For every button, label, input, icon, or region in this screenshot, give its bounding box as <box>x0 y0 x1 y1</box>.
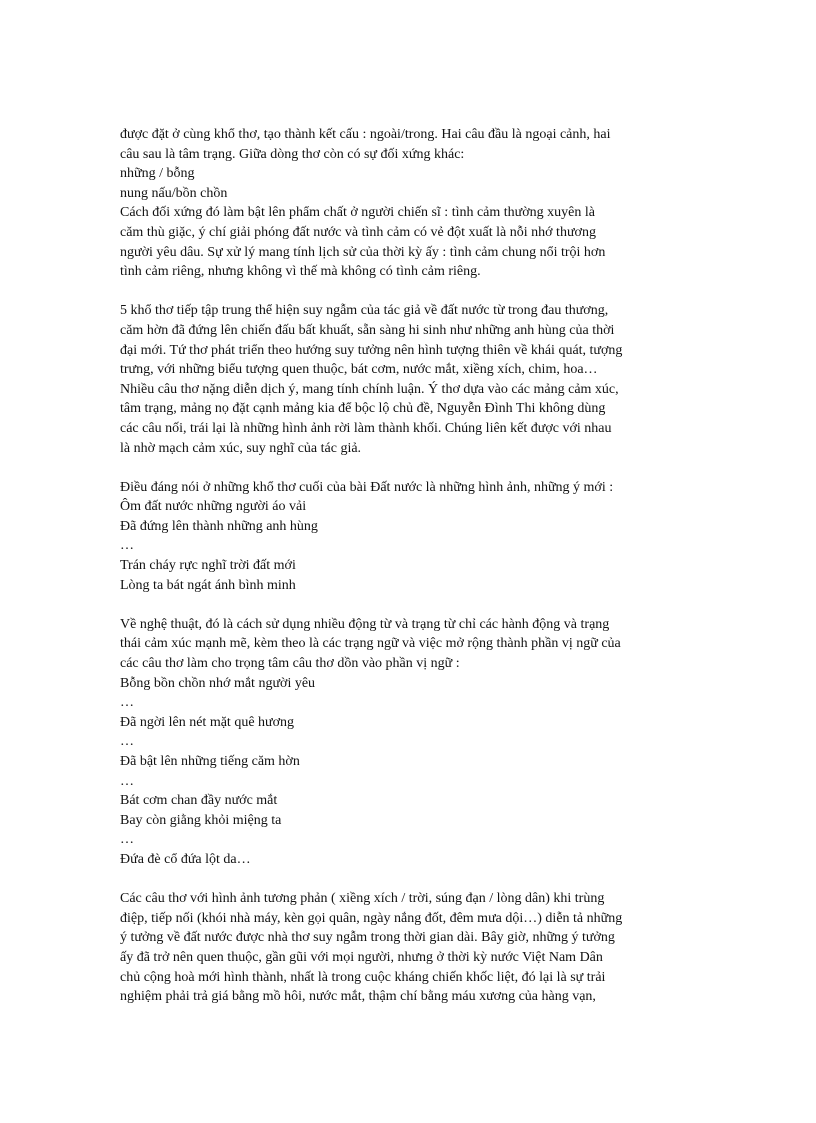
text-line: … <box>120 538 134 554</box>
paragraph <box>120 125 700 282</box>
text-line: ấy đã trở nên quen thuộc, gần gũi với mọi người, nhưng ở thời kỳ nước Việt Nam Dân <box>120 949 603 965</box>
text-line: … <box>120 832 134 848</box>
text-line: nung nấu/bồn chồn <box>120 185 228 201</box>
paragraph-gap <box>120 458 700 478</box>
text-line: những / bỗng <box>120 166 195 182</box>
text-line: Bay còn giằng khỏi miệng ta <box>120 812 282 828</box>
text-line: 5 khổ thơ tiếp tập trung thể hiện suy ngẫm của tác giả về đất nước từ trong đau thương, <box>120 303 609 319</box>
text-line: điệp, tiếp nối (khói nhà máy, kèn gọi quân, ngày nắng đốt, đêm mưa dội…) diễn tả những <box>120 910 623 926</box>
text-line: nghiệm phải trả giá bằng mồ hôi, nước mắt, thậm chí bằng máu xương của hàng vạn, <box>120 989 596 1005</box>
paragraph <box>120 889 700 1007</box>
text-line: ý tưởng về đất nước được nhà thơ suy ngẫm trong thời gian dài. Bây giờ, những ý tưởng <box>120 930 615 946</box>
text-line: … <box>120 773 134 789</box>
paragraph <box>120 301 700 458</box>
text-line: căm thù giặc, ý chí giải phóng đất nước và tình cảm có vẻ đột xuất là nỗi nhớ thương <box>120 224 596 240</box>
paragraph <box>120 478 700 596</box>
text-line: chủ cộng hoà mới hình thành, nhất là trong cuộc kháng chiến khốc liệt, đó lại là sự trải <box>120 969 606 985</box>
text-line: Ôm đất nước những người áo vải <box>120 499 307 515</box>
text-line: tình cảm riêng, nhưng không vì thế mà không có tình cảm riêng. <box>120 264 481 280</box>
text-line: tâm trạng, mảng nọ đặt cạnh mảng kia để bộc lộ chủ đề, Nguyễn Đình Thi không dùng <box>120 401 606 417</box>
text-line: căm hờn đã đứng lên chiến đấu bất khuất, sẵn sàng hi sinh như những anh hùng của thời <box>120 322 615 338</box>
text-line: đại mới. Tứ thơ phát triển theo hướng suy tưởng nên hình tượng thiên về khái quát, tượng <box>120 342 623 358</box>
text-line: được đặt ở cùng khổ thơ, tạo thành kết cấu : ngoài/trong. Hai câu đầu là ngoại cảnh, hai <box>120 127 611 142</box>
text-line: Đứa đè cổ đứa lột da… <box>120 851 251 867</box>
paragraph-gap <box>120 282 700 302</box>
paragraph-gap <box>120 595 700 615</box>
text-line: các câu nối, trái lại là những hình ảnh rời làm thành khối. Chúng liên kết được với nhau <box>120 420 612 436</box>
text-line: Cách đối xứng đó làm bật lên phẩm chất ở người chiến sĩ : tình cảm thường xuyên là <box>120 205 595 221</box>
paragraph-gap <box>120 870 700 890</box>
text-line: Lòng ta bát ngát ánh bình minh <box>120 577 296 593</box>
paragraph <box>120 615 700 870</box>
text-line: Bát cơm chan đầy nước mắt <box>120 793 278 809</box>
text-line: thái cảm xúc mạnh mẽ, kèm theo là các trạng ngữ và việc mở rộng thành phần vị ngữ của <box>120 636 621 652</box>
text-line: Về nghệ thuật, đó là cách sử dụng nhiều động từ và trạng từ chỉ các hành động và trạng <box>120 616 610 632</box>
text-line: … <box>120 695 134 711</box>
text-line: Điều đáng nói ở những khổ thơ cuối của bài Đất nước là những hình ảnh, những ý mới : <box>120 479 614 495</box>
text-line: người yêu dâu. Sự xử lý mang tính lịch sử của thời kỳ ấy : tình cảm chung nổi trội hơn <box>120 244 606 260</box>
text-line: trưng, với những biểu tượng quen thuộc, bát cơm, nước mắt, xiềng xích, chim, hoa… <box>120 362 598 378</box>
text-line: Trán cháy rực nghĩ trời đất mới <box>120 558 296 574</box>
text-line: là nhờ mạch cảm xúc, suy nghĩ của tác giả. <box>120 440 362 456</box>
text-line: … <box>120 734 134 750</box>
text-line: Đã ngời lên nét mặt quê hương <box>120 714 295 730</box>
text-line: câu sau là tâm trạng. Giữa dòng thơ còn có sự đối xứng khác: <box>120 146 465 162</box>
text-line: Bỗng bồn chồn nhớ mắt người yêu <box>120 675 316 691</box>
document-body <box>120 125 700 1007</box>
text-line: Đã đứng lên thành những anh hùng <box>120 518 318 534</box>
text-line: Các câu thơ với hình ảnh tương phản ( xiềng xích / trời, súng đạn / lòng dân) khi trùng <box>120 891 605 907</box>
text-line: Nhiều câu thơ nặng diễn dịch ý, mang tính chính luận. Ý thơ dựa vào các mảng cảm xúc, <box>120 381 619 397</box>
text-line: các câu thơ làm cho trọng tâm câu thơ dồn vào phần vị ngữ : <box>120 656 460 672</box>
text-line: Đã bật lên những tiếng căm hờn <box>120 754 300 769</box>
